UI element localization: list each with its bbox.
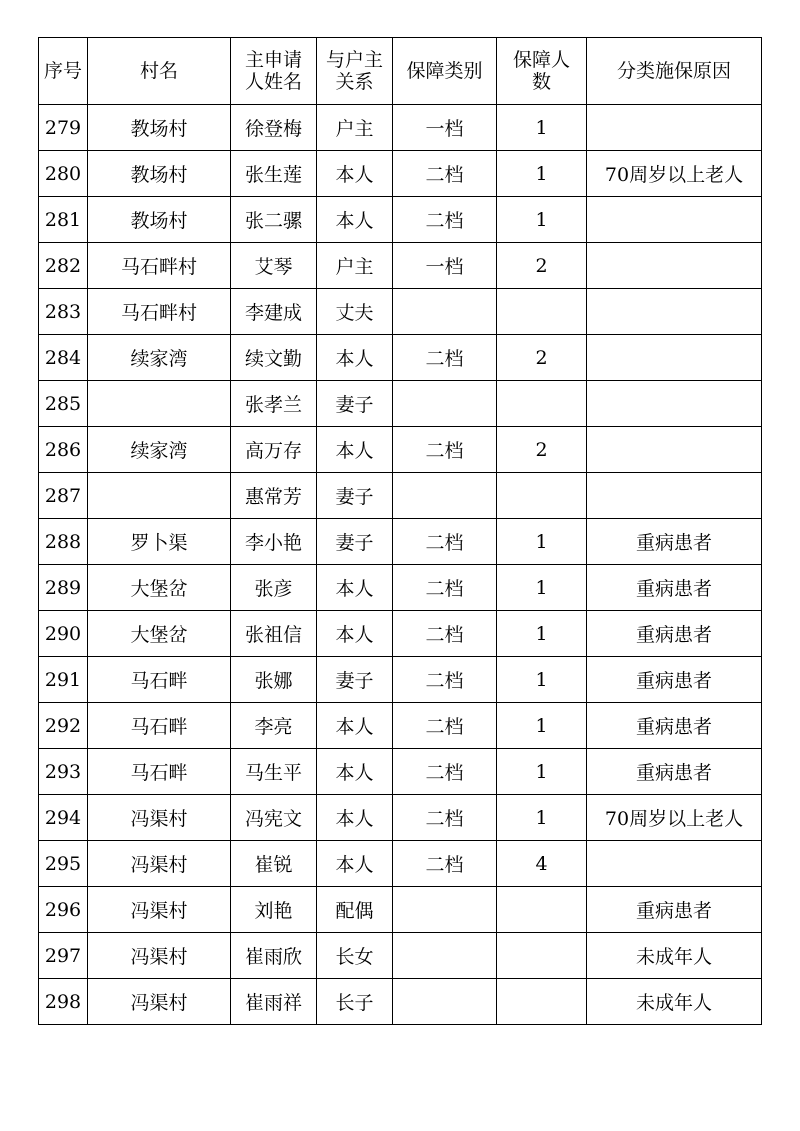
- relation-cell: 本人: [317, 611, 393, 657]
- serial-cell: 287: [39, 473, 88, 519]
- applicant-cell: 李建成: [231, 289, 317, 335]
- village-cell: [88, 381, 231, 427]
- relation-cell: 本人: [317, 565, 393, 611]
- village-cell: 马石畔村: [88, 289, 231, 335]
- count-cell: [497, 473, 587, 519]
- applicant-cell: 李小艳: [231, 519, 317, 565]
- count-cell: [497, 289, 587, 335]
- category-cell: 一档: [393, 105, 497, 151]
- category-cell: 二档: [393, 519, 497, 565]
- reason-cell: [587, 381, 762, 427]
- category-cell: [393, 473, 497, 519]
- category-cell: 二档: [393, 611, 497, 657]
- reason-cell: 重病患者: [587, 703, 762, 749]
- category-cell: [393, 289, 497, 335]
- category-cell: 二档: [393, 197, 497, 243]
- reason-cell: [587, 335, 762, 381]
- village-cell: [88, 473, 231, 519]
- serial-cell: 298: [39, 979, 88, 1025]
- category-cell: 一档: [393, 243, 497, 289]
- village-cell: 教场村: [88, 151, 231, 197]
- count-cell: [497, 381, 587, 427]
- applicant-cell: 高万存: [231, 427, 317, 473]
- serial-cell: 291: [39, 657, 88, 703]
- relation-cell: 丈夫: [317, 289, 393, 335]
- relation-cell: 本人: [317, 427, 393, 473]
- applicant-cell: 徐登梅: [231, 105, 317, 151]
- relation-cell: 妻子: [317, 381, 393, 427]
- village-cell: 马石畔: [88, 749, 231, 795]
- category-cell: 二档: [393, 841, 497, 887]
- relation-cell: 妻子: [317, 519, 393, 565]
- relation-cell: 户主: [317, 243, 393, 289]
- col-header-count: 保障人 数: [497, 38, 587, 105]
- reason-cell: 重病患者: [587, 749, 762, 795]
- applicant-cell: 续文勤: [231, 335, 317, 381]
- category-cell: [393, 887, 497, 933]
- reason-cell: [587, 289, 762, 335]
- village-cell: 冯渠村: [88, 887, 231, 933]
- serial-cell: 285: [39, 381, 88, 427]
- village-cell: 续家湾: [88, 427, 231, 473]
- count-cell: [497, 933, 587, 979]
- relation-cell: 妻子: [317, 473, 393, 519]
- col-header-category: 保障类别: [393, 38, 497, 105]
- relation-cell: 本人: [317, 151, 393, 197]
- serial-cell: 293: [39, 749, 88, 795]
- table-row: [39, 933, 762, 979]
- relation-cell: 本人: [317, 703, 393, 749]
- applicant-cell: 刘艳: [231, 887, 317, 933]
- reason-cell: 重病患者: [587, 519, 762, 565]
- reason-cell: 未成年人: [587, 933, 762, 979]
- count-cell: 1: [497, 565, 587, 611]
- reason-cell: [587, 473, 762, 519]
- reason-cell: 重病患者: [587, 887, 762, 933]
- village-cell: 马石畔村: [88, 243, 231, 289]
- table-row: [39, 519, 762, 565]
- serial-cell: 295: [39, 841, 88, 887]
- applicant-cell: 冯宪文: [231, 795, 317, 841]
- serial-cell: 289: [39, 565, 88, 611]
- category-cell: 二档: [393, 151, 497, 197]
- reason-cell: [587, 105, 762, 151]
- village-cell: 大堡岔: [88, 611, 231, 657]
- count-cell: 1: [497, 611, 587, 657]
- category-cell: 二档: [393, 795, 497, 841]
- col-header-serial: 序号: [39, 38, 88, 105]
- relation-cell: 户主: [317, 105, 393, 151]
- village-cell: 教场村: [88, 105, 231, 151]
- village-cell: 续家湾: [88, 335, 231, 381]
- count-cell: 1: [497, 519, 587, 565]
- count-cell: 1: [497, 105, 587, 151]
- applicant-cell: 张二骡: [231, 197, 317, 243]
- count-cell: [497, 887, 587, 933]
- serial-cell: 282: [39, 243, 88, 289]
- table-row: [39, 289, 762, 335]
- relation-cell: 本人: [317, 841, 393, 887]
- table-row: [39, 243, 762, 289]
- village-cell: 冯渠村: [88, 841, 231, 887]
- applicant-cell: 崔雨欣: [231, 933, 317, 979]
- reason-cell: [587, 841, 762, 887]
- category-cell: [393, 979, 497, 1025]
- serial-cell: 292: [39, 703, 88, 749]
- relation-cell: 本人: [317, 335, 393, 381]
- village-cell: 马石畔: [88, 657, 231, 703]
- reason-cell: [587, 243, 762, 289]
- category-cell: [393, 381, 497, 427]
- table-row: [39, 703, 762, 749]
- count-cell: 4: [497, 841, 587, 887]
- relation-cell: 本人: [317, 749, 393, 795]
- applicant-cell: 崔雨祥: [231, 979, 317, 1025]
- count-cell: 2: [497, 243, 587, 289]
- serial-cell: 296: [39, 887, 88, 933]
- table-row: [39, 105, 762, 151]
- relation-cell: 配偶: [317, 887, 393, 933]
- col-header-applicant: 主申请 人姓名: [231, 38, 317, 105]
- count-cell: 1: [497, 151, 587, 197]
- count-cell: 1: [497, 197, 587, 243]
- table-row: [39, 381, 762, 427]
- reason-cell: 重病患者: [587, 611, 762, 657]
- village-cell: 大堡岔: [88, 565, 231, 611]
- serial-cell: 290: [39, 611, 88, 657]
- count-cell: [497, 979, 587, 1025]
- serial-cell: 297: [39, 933, 88, 979]
- village-cell: 马石畔: [88, 703, 231, 749]
- relation-cell: 本人: [317, 795, 393, 841]
- count-cell: 1: [497, 657, 587, 703]
- reason-cell: [587, 197, 762, 243]
- serial-cell: 281: [39, 197, 88, 243]
- table-row: [39, 979, 762, 1025]
- reason-cell: 重病患者: [587, 657, 762, 703]
- reason-cell: [587, 427, 762, 473]
- village-cell: 冯渠村: [88, 933, 231, 979]
- count-cell: 1: [497, 795, 587, 841]
- table-row: [39, 795, 762, 841]
- serial-cell: 286: [39, 427, 88, 473]
- category-cell: 二档: [393, 703, 497, 749]
- table-row: [39, 335, 762, 381]
- serial-cell: 279: [39, 105, 88, 151]
- category-cell: [393, 933, 497, 979]
- table-row: [39, 151, 762, 197]
- header-row: [39, 38, 762, 105]
- applicant-cell: 张生莲: [231, 151, 317, 197]
- category-cell: 二档: [393, 335, 497, 381]
- table-row: [39, 197, 762, 243]
- table-row: [39, 841, 762, 887]
- table-row: [39, 611, 762, 657]
- reason-cell: 70周岁以上老人: [587, 795, 762, 841]
- applicant-cell: 张孝兰: [231, 381, 317, 427]
- count-cell: 1: [497, 749, 587, 795]
- village-cell: 罗卜渠: [88, 519, 231, 565]
- village-cell: 冯渠村: [88, 979, 231, 1025]
- applicant-cell: 惠常芳: [231, 473, 317, 519]
- relation-cell: 本人: [317, 197, 393, 243]
- applicant-cell: 马生平: [231, 749, 317, 795]
- village-cell: 教场村: [88, 197, 231, 243]
- applicant-cell: 艾琴: [231, 243, 317, 289]
- table-row: [39, 657, 762, 703]
- category-cell: 二档: [393, 657, 497, 703]
- relation-cell: 长女: [317, 933, 393, 979]
- reason-cell: 未成年人: [587, 979, 762, 1025]
- relation-cell: 妻子: [317, 657, 393, 703]
- col-header-village: 村名: [88, 38, 231, 105]
- count-cell: 2: [497, 427, 587, 473]
- table-body: [39, 105, 762, 1025]
- applicant-cell: 张娜: [231, 657, 317, 703]
- applicant-cell: 崔锐: [231, 841, 317, 887]
- reason-cell: 重病患者: [587, 565, 762, 611]
- category-cell: 二档: [393, 427, 497, 473]
- table-row: [39, 565, 762, 611]
- village-cell: 冯渠村: [88, 795, 231, 841]
- table-row: [39, 473, 762, 519]
- category-cell: 二档: [393, 749, 497, 795]
- col-header-reason: 分类施保原因: [587, 38, 762, 105]
- serial-cell: 284: [39, 335, 88, 381]
- count-cell: 1: [497, 703, 587, 749]
- table-row: [39, 749, 762, 795]
- reason-cell: 70周岁以上老人: [587, 151, 762, 197]
- serial-cell: 280: [39, 151, 88, 197]
- table-row: [39, 427, 762, 473]
- serial-cell: 283: [39, 289, 88, 335]
- assistance-roster-table: [38, 37, 762, 1025]
- col-header-relation: 与户主 关系: [317, 38, 393, 105]
- table-row: [39, 887, 762, 933]
- applicant-cell: 张祖信: [231, 611, 317, 657]
- relation-cell: 长子: [317, 979, 393, 1025]
- count-cell: 2: [497, 335, 587, 381]
- serial-cell: 294: [39, 795, 88, 841]
- applicant-cell: 张彦: [231, 565, 317, 611]
- applicant-cell: 李亮: [231, 703, 317, 749]
- category-cell: 二档: [393, 565, 497, 611]
- serial-cell: 288: [39, 519, 88, 565]
